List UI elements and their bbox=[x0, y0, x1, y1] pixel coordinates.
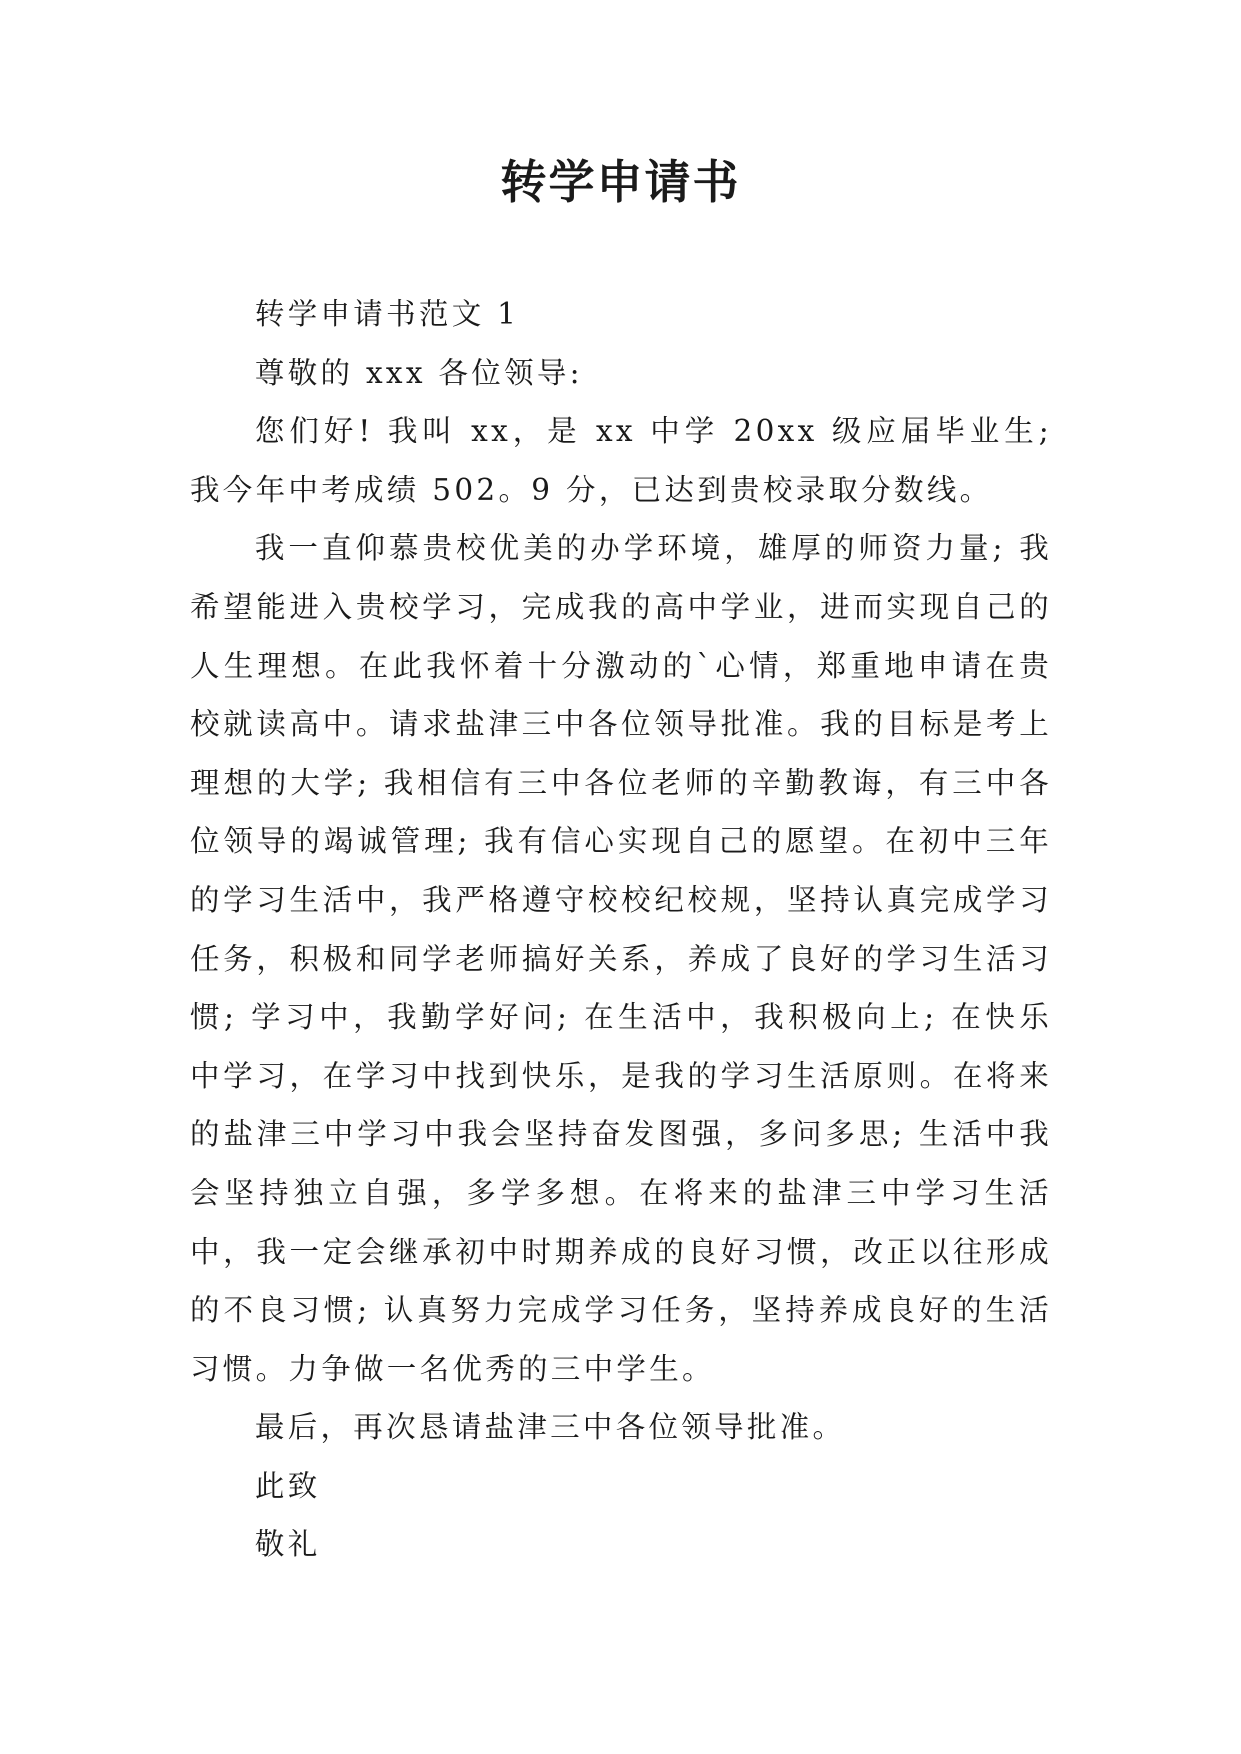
main-paragraph: 我一直仰慕贵校优美的办学环境，雄厚的师资力量; 我希望能进入贵校学习，完成我的高中学业，进而实现自己的人生理想。在此我怀着十分激动的`心情，郑重地申请在贵校就读高中。请求盐津三中各位领导批准。我的目标是考上理想的大学; 我相信有三中各位老师的辛勤教诲，有三中各位领导的竭诚管理; 我有信心实现自己的愿望。在初中三年的学习生活中，我严格遵守校校纪校规，坚持认真完成学习任务，积极和同学老师搞好关系，养成了良好的学习生活习惯; 学习中，我勤学好问; 在生活中，我积极向上; 在快乐中学习，在学习中找到快乐，是我的学习生活原则。在将来的盐津三中学习中我会坚持奋发图强，多问多思; 生活中我会坚持独立自强，多学多想。在将来的盐津三中学习生活中，我一定会继承初中时期养成的良好习惯，改正以往形成的不良习惯; 认真努力完成学习任务，坚持养成良好的生活习惯。力争做一名优秀的三中学生。 bbox=[190, 531, 1052, 1386]
closing-cizhi: 此致 bbox=[254, 1468, 321, 1503]
document-title: 转学申请书 bbox=[500, 155, 741, 209]
sample-heading: 转学申请书范文 1 bbox=[254, 297, 520, 331]
closing-jingli: 敬礼 bbox=[254, 1527, 321, 1562]
closing-request: 最后，再次恳请盐津三中各位领导批准。 bbox=[254, 1410, 846, 1445]
salutation: 尊敬的 xxx 各位领导: bbox=[254, 355, 583, 390]
intro-paragraph: 您们好! 我叫 xx，是 xx 中学 20xx 级应届毕业生; 我今年中考成绩 502。9 分，已达到贵校录取分数线。 bbox=[190, 414, 1052, 507]
document-body bbox=[190, 285, 1052, 1574]
